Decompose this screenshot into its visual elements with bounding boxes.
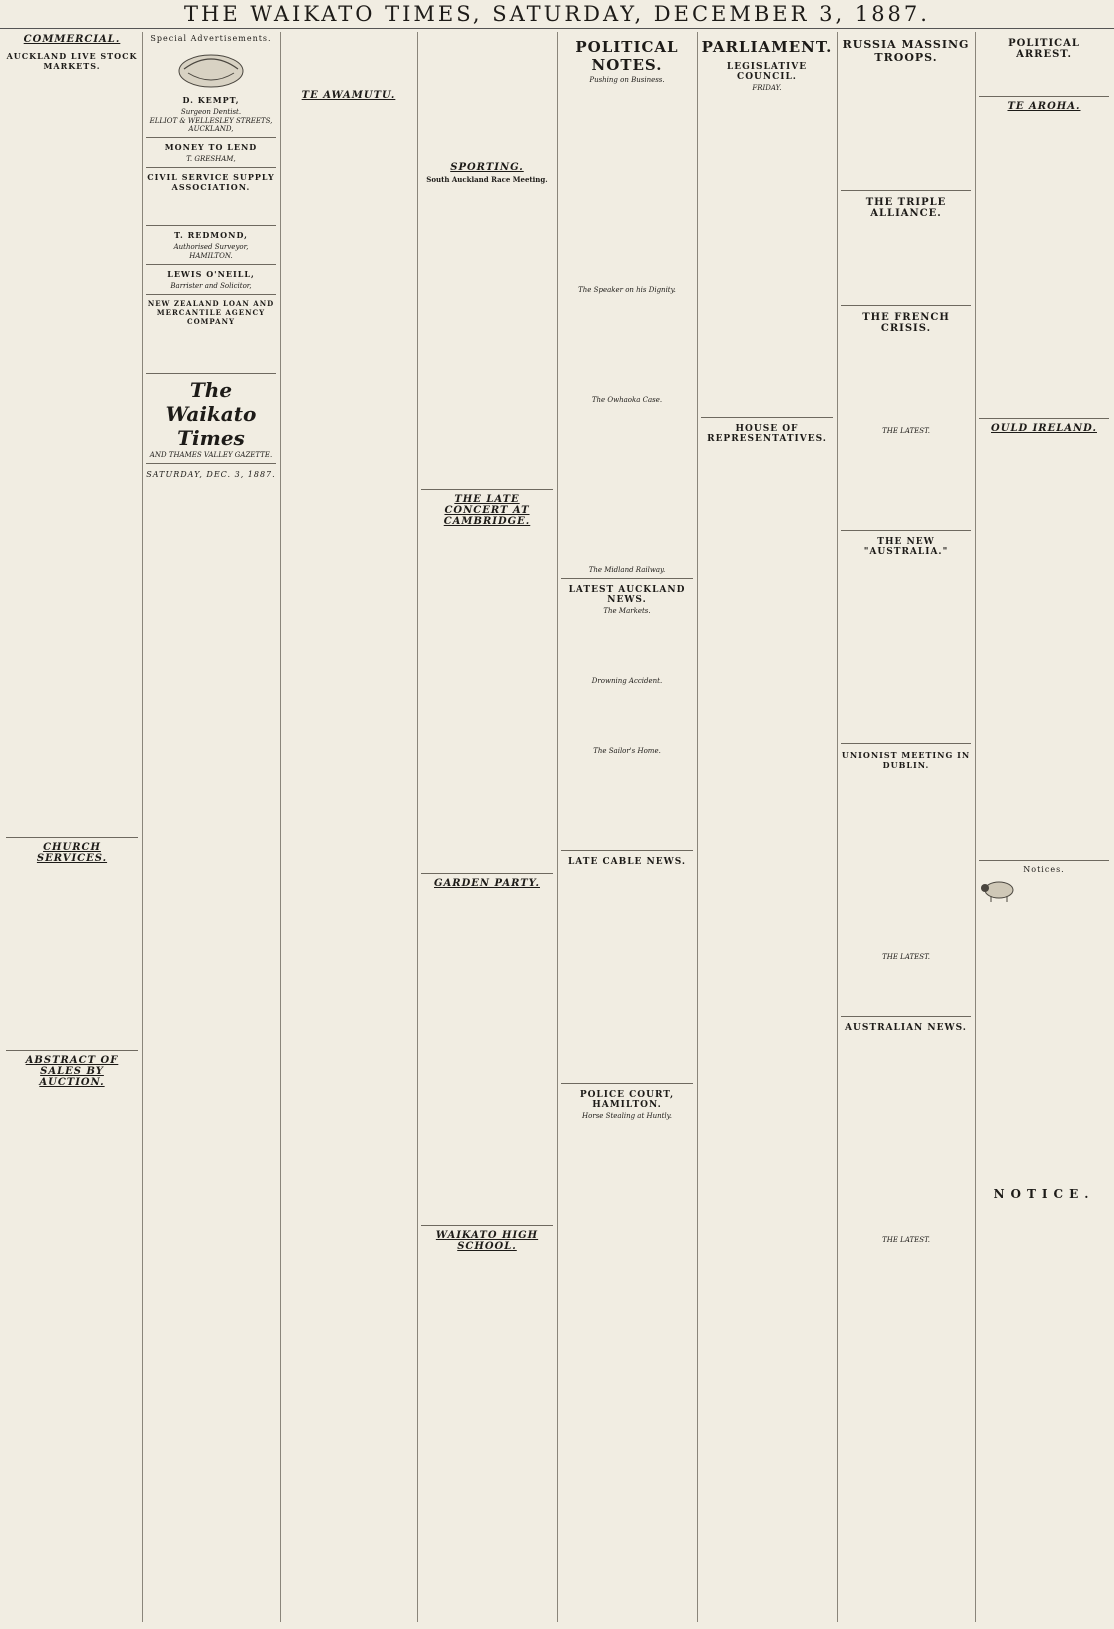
section-heading-te-awamutu: TE AWAMUTU. bbox=[301, 90, 396, 101]
date-line: SATURDAY, DEC. 3, 1887. bbox=[146, 470, 276, 479]
subheading-markets: The Markets. bbox=[603, 607, 651, 615]
notice-heading: NOTICE. bbox=[993, 1187, 1095, 1201]
column-rule bbox=[557, 32, 558, 1622]
body-text-block bbox=[6, 866, 138, 1046]
column-7 bbox=[841, 32, 971, 1622]
subheading-owhaoka: The Owhaoka Case. bbox=[591, 396, 663, 404]
sheep-illustration bbox=[979, 878, 1017, 904]
section-heading-russia: RUSSIA MASSING TROOPS. bbox=[842, 38, 970, 64]
section-heading-police: POLICE COURT, HAMILTON. bbox=[579, 1090, 675, 1110]
subheading-latest-2: THE LATEST. bbox=[882, 953, 930, 961]
column-5 bbox=[561, 32, 693, 1622]
masthead bbox=[0, 0, 1114, 29]
subheading-speaker: The Speaker on his Dignity. bbox=[578, 286, 676, 294]
section-heading-parliament: PARLIAMENT. bbox=[701, 38, 833, 56]
subheading-accident: Drowning Accident. bbox=[591, 677, 663, 685]
column-rule bbox=[975, 32, 976, 1622]
section-heading-french: THE FRENCH CRISIS. bbox=[862, 312, 950, 334]
subheading-friday: FRIDAY. bbox=[752, 84, 782, 92]
denture-illustration bbox=[176, 47, 246, 91]
subheading-latest: THE LATEST. bbox=[882, 427, 930, 435]
section-heading-notices: Notices. bbox=[1023, 865, 1065, 874]
dentist-title: Surgeon Dentist. bbox=[180, 108, 242, 116]
section-heading-unionist: UNIONIST MEETING IN DUBLIN. bbox=[841, 750, 971, 770]
section-heading-garden: GARDEN PARTY. bbox=[434, 878, 540, 889]
dentist-name: D. KEMPT, bbox=[182, 95, 240, 105]
subheading-sailors: The Sailor's Home. bbox=[593, 747, 661, 755]
section-heading-arrest: POLITICAL ARREST. bbox=[1008, 38, 1080, 60]
subheading-midland: The Midland Railway. bbox=[588, 566, 666, 574]
body-text-block bbox=[6, 73, 138, 833]
race-meeting-heading: South Auckland Race Meeting. bbox=[426, 175, 548, 184]
section-heading-sporting: SPORTING. bbox=[450, 162, 524, 173]
gresham-name: T. GRESHAM, bbox=[186, 155, 236, 163]
section-heading-livestock: AUCKLAND LIVE STOCK MARKETS. bbox=[6, 51, 138, 71]
redmond-name: T. REDMOND, bbox=[174, 230, 248, 240]
column-4 bbox=[421, 32, 553, 1622]
nz-loan-ad: NEW ZEALAND LOAN AND MERCANTILE AGENCY COMPANY bbox=[147, 299, 275, 326]
paper-title: The Waikato Times bbox=[165, 378, 257, 450]
civil-service-ad: CIVIL SERVICE SUPPLY ASSOCIATION. bbox=[147, 172, 275, 192]
section-heading-legislative: LEGISLATIVE COUNCIL. bbox=[726, 62, 808, 82]
section-heading-commercial: COMMERCIAL. bbox=[23, 34, 121, 45]
hamilton-label: HAMILTON. bbox=[189, 252, 233, 260]
column-rule bbox=[837, 32, 838, 1622]
column-rule bbox=[280, 32, 281, 1622]
oneill-title: Barrister and Solicitor, bbox=[170, 282, 252, 290]
section-heading-political: POLITICAL NOTES. bbox=[575, 38, 679, 74]
oneill-name: LEWIS O'NEILL, bbox=[167, 269, 255, 279]
column-6 bbox=[701, 32, 833, 1622]
subheading-pushing: Pushing on Business. bbox=[589, 76, 665, 84]
section-heading-special: Special Advertisements. bbox=[150, 34, 272, 43]
paper-subtitle: AND THAMES VALLEY GAZETTE. bbox=[149, 451, 273, 459]
subheading-horse: Horse Stealing at Huntly. bbox=[582, 1112, 672, 1120]
section-heading-australia: THE NEW "AUSTRALIA." bbox=[863, 537, 949, 557]
section-heading-church: CHURCH SERVICES. bbox=[36, 842, 108, 864]
section-heading-abstract: ABSTRACT OF SALES BY AUCTION. bbox=[25, 1055, 119, 1088]
section-heading-latest-auckland: LATEST AUCKLAND NEWS. bbox=[568, 585, 686, 605]
column-8 bbox=[979, 32, 1109, 1622]
masthead-title: THE WAIKATO TIMES, SATURDAY, DECEMBER 3, 1887. bbox=[184, 2, 930, 26]
section-heading-triple: THE TRIPLE ALLIANCE. bbox=[865, 197, 947, 219]
column-3 bbox=[284, 32, 413, 1622]
section-heading-te-aroha: TE AROHA. bbox=[1007, 101, 1081, 112]
section-heading-house: HOUSE OF REPRESENTATIVES. bbox=[707, 424, 827, 444]
section-heading-cable: LATE CABLE NEWS. bbox=[567, 857, 687, 867]
column-rule bbox=[417, 32, 418, 1622]
subheading-latest-3: THE LATEST. bbox=[882, 1236, 930, 1244]
section-heading-concert: THE LATE CONCERT AT CAMBRIDGE. bbox=[443, 494, 531, 527]
section-heading-school: WAIKATO HIGH SCHOOL. bbox=[435, 1230, 539, 1252]
redmond-title: Authorised Surveyor, bbox=[173, 243, 249, 251]
section-heading-old-ireland: OULD IRELAND. bbox=[991, 423, 1097, 434]
dentist-address: ELLIOT & WELLESLEY STREETS, AUCKLAND, bbox=[149, 117, 273, 133]
column-rule bbox=[142, 32, 143, 1622]
money-to-lend: MONEY TO LEND bbox=[164, 142, 258, 152]
column-2 bbox=[146, 32, 276, 1622]
column-rule bbox=[697, 32, 698, 1622]
section-heading-australian: AUSTRALIAN NEWS. bbox=[845, 1023, 967, 1033]
column-1 bbox=[6, 32, 138, 1622]
